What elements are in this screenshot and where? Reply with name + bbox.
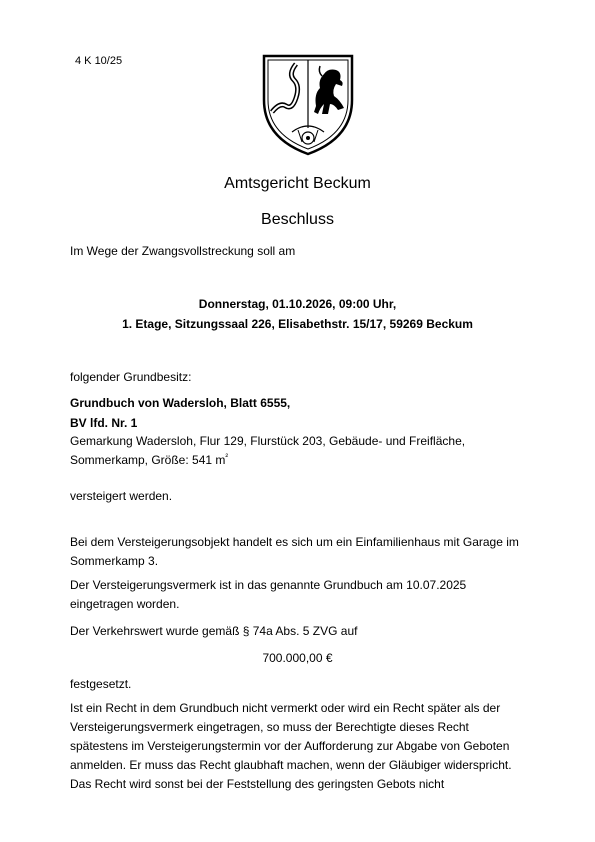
bv-number: BV lfd. Nr. 1	[70, 416, 138, 430]
auction-location: 1. Etage, Sitzungssaal 226, Elisabethstr. 15/17, 59269 Beckum	[122, 317, 473, 331]
court-name: Amtsgericht Beckum	[224, 175, 371, 192]
property-label: folgender Grundbesitz:	[70, 370, 192, 384]
object-line-1: Bei dem Versteigerungsobjekt handelt es sich um ein Einfamilienhaus mit Garage im	[70, 535, 519, 549]
rights-line-3: spätestens im Versteigerungstermin vor der Aufforderung zur Abgabe von Geboten	[70, 739, 510, 753]
parcel-line-2: Sommerkamp, Größe: 541 $m^{^2}$	[70, 452, 229, 467]
notice-line-1: Der Versteigerungsvermerk ist in das genannte Grundbuch am 10.07.2025	[70, 578, 467, 592]
land-register: Grundbuch von Wadersloh, Blatt 6555,	[70, 396, 291, 410]
rights-line-1: Ist ein Recht in dem Grundbuch nicht vermerkt oder wird ein Recht später als der	[70, 701, 501, 715]
rights-line-4: anmelden. Er muss das Recht glaubhaft machen, wenn der Gläubiger widerspricht.	[70, 758, 512, 772]
object-line-2: Sommerkamp 3.	[70, 554, 159, 568]
rights-line-2: Versteigerungsvermerk eingetragen, so muss der Berechtigte dieses Recht	[70, 720, 469, 734]
nrw-coat-of-arms-icon	[258, 50, 358, 160]
intro-text: Im Wege der Zwangsvollstreckung soll am	[70, 244, 296, 258]
value-intro: Der Verkehrswert wurde gemäß § 74a Abs. 5 ZVG auf	[70, 624, 358, 638]
auction-date: Donnerstag, 01.10.2026, 09:00 Uhr,	[198, 297, 397, 311]
value-set: festgesetzt.	[70, 677, 132, 691]
document-title: Beschluss	[261, 211, 334, 228]
parcel-line-1: Gemarkung Wadersloh, Flur 129, Flurstück 203, Gebäude- und Freifläche,	[70, 434, 466, 448]
case-reference: 4 K 10/25	[75, 55, 123, 67]
parcel-unit-superscript: ²	[225, 452, 229, 461]
rights-line-5: Das Recht wird sonst bei der Feststellung des geringsten Gebots nicht	[70, 777, 445, 791]
auction-phrase: versteigert werden.	[70, 489, 173, 503]
value-amount: 700.000,00 €	[262, 651, 333, 665]
notice-line-2: eingetragen worden.	[70, 597, 180, 611]
